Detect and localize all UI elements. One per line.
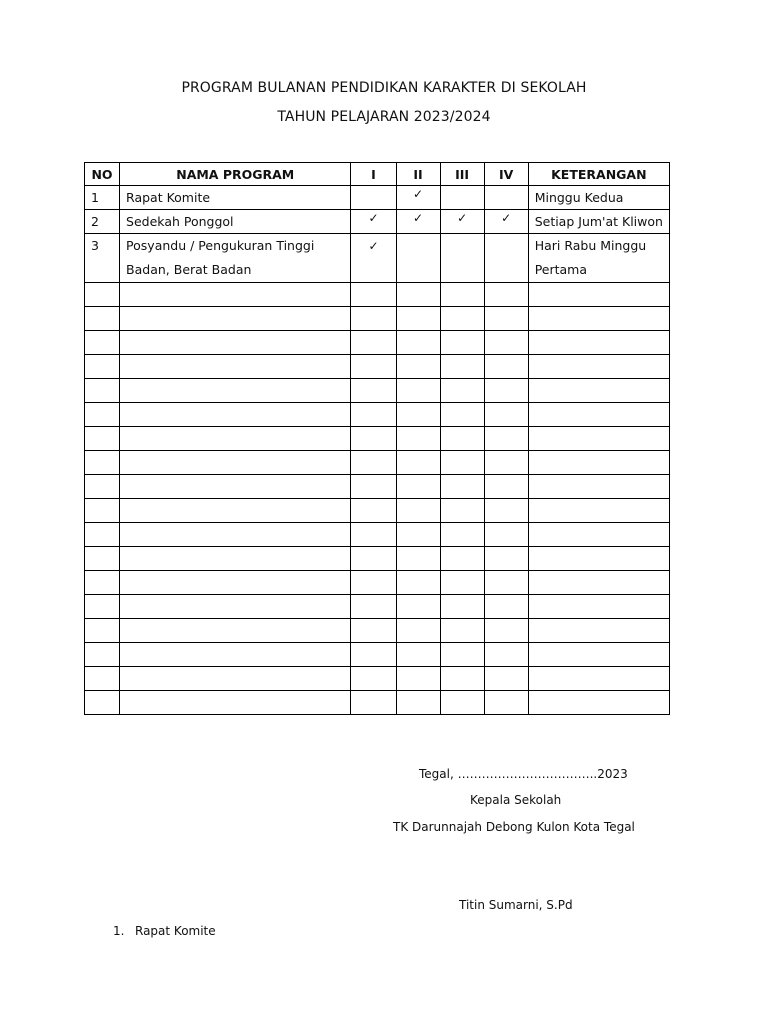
checkmark-icon: ✓ (368, 239, 379, 253)
empty-cell (528, 403, 669, 427)
empty-cell (85, 547, 120, 571)
empty-cell (351, 667, 396, 691)
empty-cell (396, 451, 440, 475)
empty-cell (85, 379, 120, 403)
empty-cell (120, 571, 351, 595)
empty-cell (120, 403, 351, 427)
row-number: 3 (85, 234, 120, 283)
empty-table-row (85, 523, 670, 547)
empty-cell (85, 403, 120, 427)
empty-cell (351, 379, 396, 403)
empty-cell (120, 547, 351, 571)
empty-cell (528, 643, 669, 667)
empty-cell (396, 427, 440, 451)
empty-cell (528, 595, 669, 619)
empty-table-row (85, 547, 670, 571)
column-header-week-2: II (396, 163, 440, 186)
empty-cell (120, 691, 351, 715)
empty-table-row (85, 691, 670, 715)
empty-cell (85, 475, 120, 499)
program-name: Sedekah Ponggol (120, 210, 351, 234)
empty-cell (528, 427, 669, 451)
empty-cell (484, 523, 528, 547)
empty-cell (120, 307, 351, 331)
week-2-cell (396, 186, 440, 210)
empty-cell (484, 475, 528, 499)
empty-cell (85, 331, 120, 355)
empty-cell (528, 331, 669, 355)
week-3-cell (440, 186, 484, 210)
signature-name: Titin Sumarni, S.Pd (459, 898, 573, 912)
empty-cell (85, 691, 120, 715)
empty-cell (528, 667, 669, 691)
note-number: 1. (113, 924, 125, 938)
empty-cell (528, 379, 669, 403)
page-subtitle: TAHUN PELAJARAN 2023/2024 (277, 109, 491, 125)
checkmark-icon: ✓ (501, 211, 512, 225)
empty-cell (484, 331, 528, 355)
empty-cell (120, 379, 351, 403)
empty-cell (351, 451, 396, 475)
empty-cell (351, 307, 396, 331)
column-header-week-3: III (440, 163, 484, 186)
column-header-no: NO (85, 163, 120, 186)
empty-cell (351, 643, 396, 667)
program-name: Rapat Komite (120, 186, 351, 210)
empty-cell (351, 331, 396, 355)
empty-cell (396, 547, 440, 571)
empty-cell (484, 667, 528, 691)
empty-cell (120, 451, 351, 475)
empty-cell (120, 499, 351, 523)
empty-cell (85, 427, 120, 451)
empty-cell (120, 331, 351, 355)
empty-cell (351, 283, 396, 307)
empty-cell (351, 619, 396, 643)
checkmark-icon: ✓ (457, 211, 468, 225)
empty-cell (528, 475, 669, 499)
empty-cell (484, 307, 528, 331)
empty-cell (528, 307, 669, 331)
keterangan: Minggu Kedua (528, 186, 669, 210)
week-2-cell (396, 234, 440, 283)
empty-cell (120, 355, 351, 379)
column-header-keterangan: KETERANGAN (528, 163, 669, 186)
row-number: 2 (85, 210, 120, 234)
empty-cell (85, 523, 120, 547)
empty-cell (528, 499, 669, 523)
note-text: Rapat Komite (135, 924, 216, 938)
column-header-nama-program: NAMA PROGRAM (120, 163, 351, 186)
checkmark-icon: ✓ (413, 187, 424, 201)
empty-table-row (85, 379, 670, 403)
week-3-cell (440, 234, 484, 283)
empty-cell (85, 499, 120, 523)
empty-cell (396, 571, 440, 595)
empty-table-row (85, 403, 670, 427)
empty-cell (120, 643, 351, 667)
empty-cell (440, 499, 484, 523)
empty-cell (440, 619, 484, 643)
empty-cell (528, 451, 669, 475)
empty-cell (396, 475, 440, 499)
empty-cell (440, 451, 484, 475)
empty-cell (484, 283, 528, 307)
empty-cell (351, 547, 396, 571)
empty-cell (351, 499, 396, 523)
empty-cell (85, 595, 120, 619)
week-1-cell (351, 234, 396, 283)
empty-cell (85, 355, 120, 379)
empty-cell (484, 571, 528, 595)
empty-cell (85, 571, 120, 595)
empty-cell (396, 619, 440, 643)
signature-role: Kepala Sekolah (470, 793, 562, 807)
empty-table-row (85, 427, 670, 451)
empty-cell (440, 331, 484, 355)
empty-cell (440, 571, 484, 595)
empty-cell (528, 547, 669, 571)
empty-cell (396, 643, 440, 667)
empty-table-row (85, 283, 670, 307)
empty-cell (440, 595, 484, 619)
week-1-cell (351, 210, 396, 234)
empty-cell (484, 403, 528, 427)
empty-cell (440, 475, 484, 499)
empty-cell (484, 547, 528, 571)
empty-cell (120, 523, 351, 547)
table-row (85, 210, 670, 234)
empty-cell (484, 499, 528, 523)
empty-cell (85, 619, 120, 643)
empty-cell (120, 283, 351, 307)
empty-cell (396, 691, 440, 715)
empty-cell (85, 283, 120, 307)
empty-cell (528, 571, 669, 595)
empty-cell (440, 403, 484, 427)
empty-cell (351, 691, 396, 715)
empty-cell (120, 475, 351, 499)
keterangan: Hari Rabu Minggu Pertama (528, 234, 669, 283)
empty-cell (528, 523, 669, 547)
empty-cell (396, 403, 440, 427)
table-header-row (85, 163, 670, 186)
empty-cell (440, 379, 484, 403)
empty-cell (351, 571, 396, 595)
empty-cell (351, 595, 396, 619)
week-4-cell (484, 186, 528, 210)
checkmark-icon: ✓ (368, 211, 379, 225)
empty-cell (120, 619, 351, 643)
empty-cell (351, 355, 396, 379)
empty-cell (396, 379, 440, 403)
empty-cell (484, 379, 528, 403)
page-title: PROGRAM BULANAN PENDIDIKAN KARAKTER DI SEKOLAH (181, 80, 587, 96)
empty-table-row (85, 451, 670, 475)
empty-table-row (85, 499, 670, 523)
table-row (85, 234, 670, 283)
empty-cell (484, 595, 528, 619)
row-number: 1 (85, 186, 120, 210)
empty-table-row (85, 331, 670, 355)
empty-cell (440, 643, 484, 667)
empty-cell (528, 619, 669, 643)
empty-cell (351, 427, 396, 451)
empty-cell (484, 619, 528, 643)
program-table (84, 162, 670, 715)
empty-cell (440, 667, 484, 691)
empty-table-row (85, 595, 670, 619)
checkmark-icon: ✓ (413, 211, 424, 225)
empty-cell (440, 355, 484, 379)
week-1-cell (351, 186, 396, 210)
empty-cell (120, 427, 351, 451)
empty-cell (396, 595, 440, 619)
empty-cell (440, 523, 484, 547)
note-list-item (113, 924, 216, 938)
empty-cell (440, 427, 484, 451)
week-4-cell (484, 234, 528, 283)
week-2-cell (396, 210, 440, 234)
empty-cell (440, 307, 484, 331)
empty-cell (85, 667, 120, 691)
empty-cell (484, 691, 528, 715)
empty-cell (440, 691, 484, 715)
program-name: Posyandu / Pengukuran Tinggi Badan, Berat Badan (120, 234, 351, 283)
empty-cell (351, 475, 396, 499)
empty-cell (120, 595, 351, 619)
empty-cell (528, 355, 669, 379)
empty-table-row (85, 571, 670, 595)
empty-cell (484, 451, 528, 475)
empty-table-row (85, 619, 670, 643)
empty-cell (351, 523, 396, 547)
week-4-cell (484, 210, 528, 234)
empty-cell (85, 643, 120, 667)
column-header-week-4: IV (484, 163, 528, 186)
empty-cell (396, 283, 440, 307)
signature-date: Tegal, ……………………………..2023 (419, 767, 628, 781)
empty-cell (396, 355, 440, 379)
week-3-cell (440, 210, 484, 234)
empty-cell (396, 523, 440, 547)
empty-cell (484, 643, 528, 667)
keterangan: Setiap Jum'at Kliwon (528, 210, 669, 234)
empty-cell (440, 547, 484, 571)
empty-cell (396, 499, 440, 523)
empty-cell (440, 283, 484, 307)
table-row (85, 186, 670, 210)
empty-cell (528, 691, 669, 715)
empty-cell (85, 451, 120, 475)
empty-table-row (85, 475, 670, 499)
empty-cell (396, 331, 440, 355)
empty-table-row (85, 643, 670, 667)
empty-cell (528, 283, 669, 307)
column-header-week-1: I (351, 163, 396, 186)
empty-table-row (85, 355, 670, 379)
empty-cell (484, 427, 528, 451)
empty-table-row (85, 667, 670, 691)
empty-cell (396, 307, 440, 331)
empty-table-row (85, 307, 670, 331)
empty-cell (120, 667, 351, 691)
empty-cell (351, 403, 396, 427)
signature-school: TK Darunnajah Debong Kulon Kota Tegal (393, 820, 635, 834)
empty-cell (484, 355, 528, 379)
empty-cell (85, 307, 120, 331)
empty-cell (396, 667, 440, 691)
